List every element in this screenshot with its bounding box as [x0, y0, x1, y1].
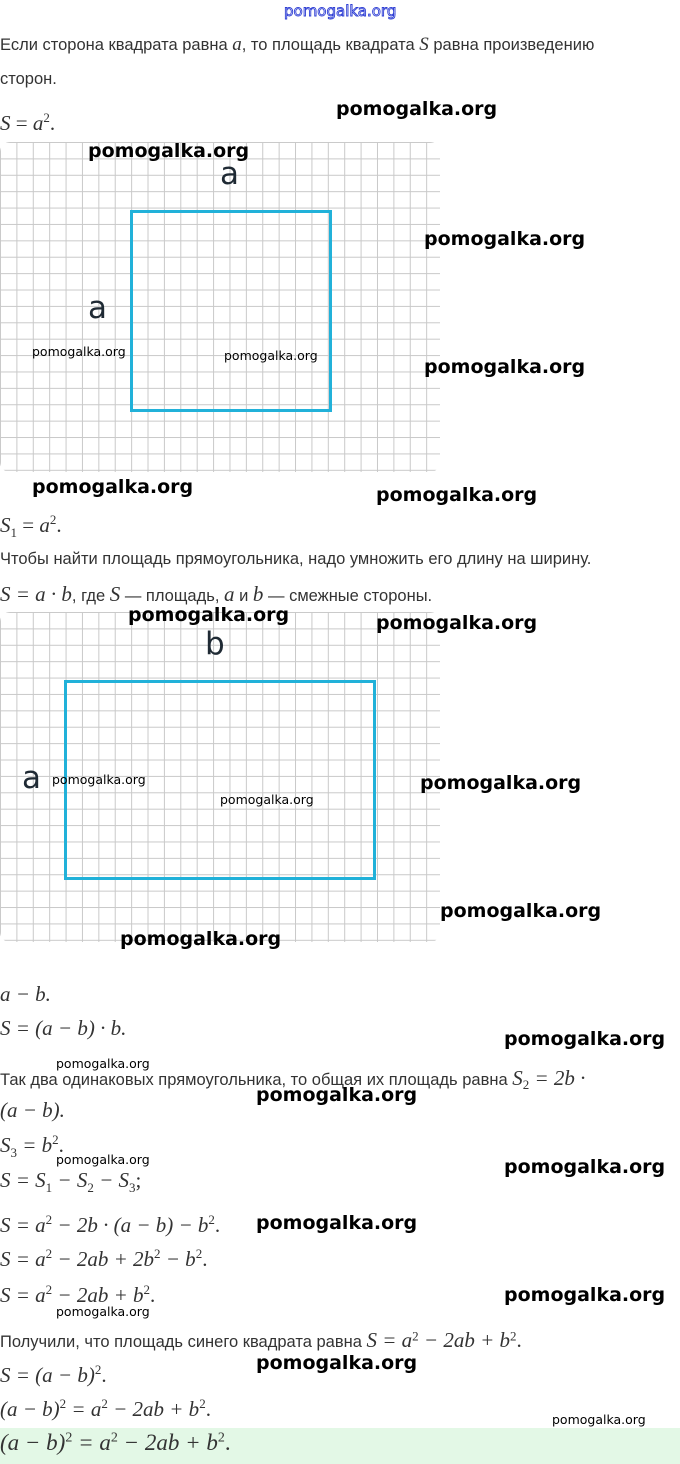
s1-sub: 1 [10, 525, 17, 541]
watermark: pomogalka.org [52, 772, 146, 787]
s-sum-sub2: 2 [87, 1180, 94, 1196]
watermark: pomogalka.org [56, 1304, 150, 1319]
identity-b: = a [66, 1397, 102, 1421]
expand1-end: . [214, 1213, 221, 1237]
s2-sub: 2 [522, 1077, 530, 1093]
result-a: S = a [366, 1328, 413, 1352]
intro-line-1 [0, 34, 594, 56]
expand2-exp1: 2 [45, 1246, 53, 1261]
watermark: pomogalka.org [420, 772, 582, 794]
rectangle-top-label: b [205, 626, 225, 662]
watermark: pomogalka.org [120, 928, 282, 950]
watermark: pomogalka.org [552, 1412, 646, 1427]
watermark: pomogalka.org [256, 1084, 418, 1106]
rect-and: и [234, 587, 253, 605]
s2-lhs: S [512, 1066, 523, 1090]
expand3-end: . [150, 1283, 156, 1307]
s1-end: . [56, 513, 62, 537]
final-exp2: 2 [110, 1430, 118, 1446]
two-rect-text: Так два одинаковых прямоугольника, то общая их площадь равна [0, 1071, 513, 1089]
result-text: Получили, что площадь синего квадрата равна [0, 1333, 367, 1351]
watermark: pomogalka.org [440, 900, 602, 922]
rect-expr: S = a · b [0, 582, 72, 606]
s3-sub: 3 [10, 1145, 17, 1161]
formula-end: . [49, 111, 56, 135]
final-end: . [224, 1430, 231, 1455]
final-identity [0, 1430, 231, 1456]
formula-s1 [0, 512, 62, 541]
intro-middle: , то площадь квадрата [241, 36, 420, 54]
s-sum-sub1: 1 [45, 1180, 53, 1196]
rect-where: , где [71, 587, 110, 605]
expand2-b: − 2ab + 2b [52, 1247, 155, 1271]
rectangle-rule: Чтобы найти площадь прямоугольника, надо умножить его длину на ширину. [0, 550, 592, 568]
square-top-label: a [220, 156, 239, 192]
watermark: pomogalka.org [504, 1156, 666, 1178]
identity-a: (a − b) [0, 1397, 60, 1421]
expand2-exp3: 2 [195, 1246, 203, 1261]
watermark: pomogalka.org [504, 1028, 666, 1050]
s3-lhs: S [0, 1133, 11, 1157]
s3-eq: = b [17, 1133, 53, 1157]
watermark: pomogalka.org [376, 612, 538, 634]
rect-s: S [109, 582, 121, 606]
square-a: S = (a − b) [0, 1363, 95, 1387]
watermark: pomogalka.org [220, 792, 314, 807]
square-left-label: a [88, 290, 107, 326]
result-b: − 2ab + b [418, 1328, 510, 1352]
expand1-a: S = a [0, 1213, 46, 1237]
watermark: pomogalka.org [32, 344, 126, 359]
watermark: pomogalka.org [56, 1056, 150, 1071]
intro-line-2: сторон. [0, 70, 57, 88]
watermark: pomogalka.org [424, 356, 586, 378]
expand3-b: − 2ab + b [52, 1283, 144, 1307]
watermark: pomogalka.org [56, 1152, 150, 1167]
var-s: S [419, 34, 429, 55]
expand2-a: S = a [0, 1247, 46, 1271]
identity-exp3: 2 [199, 1396, 206, 1411]
s2-cont: (a − b). [0, 1098, 65, 1122]
watermark: pomogalka.org [336, 98, 498, 120]
watermark: pomogalka.org [88, 140, 250, 162]
s-sum-b: − S [52, 1168, 88, 1192]
identity-exp1: 2 [59, 1396, 67, 1411]
expand2-exp2: 2 [154, 1246, 161, 1261]
formula-eq: = [10, 111, 33, 135]
s1-base: a [39, 513, 50, 537]
expand3-a: S = a [0, 1283, 46, 1307]
formula-exp: 2 [43, 110, 50, 125]
rect-dash2: — смежные стороны. [263, 587, 433, 605]
watermark: pomogalka.org [256, 1212, 418, 1234]
watermark: pomogalka.org [256, 1352, 418, 1374]
line-expand-1 [0, 1212, 220, 1238]
expand1-b: − 2b · (a − b) − b [52, 1213, 209, 1237]
line-result [0, 1328, 522, 1353]
line-square-form [0, 1362, 107, 1388]
result-exp1: 2 [412, 1328, 419, 1344]
final-b: = a [72, 1430, 111, 1455]
intro-suffix: равна произведению [428, 36, 595, 54]
rectangle-left-label: a [22, 760, 41, 796]
line-s-sum [0, 1168, 141, 1196]
expand3-exp2: 2 [143, 1282, 151, 1297]
s3-exp: 2 [52, 1132, 59, 1147]
final-exp3: 2 [217, 1430, 225, 1446]
result-exp2: 2 [510, 1328, 517, 1344]
watermark: pomogalka.org [504, 1284, 666, 1306]
expand2-end: . [202, 1247, 208, 1271]
watermark: pomogalka.org [32, 476, 194, 498]
formula-square-area [0, 110, 55, 136]
square-end: . [101, 1363, 107, 1387]
line-expand-2 [0, 1246, 207, 1272]
final-exp1: 2 [65, 1430, 73, 1446]
line-s3 [0, 1132, 64, 1161]
s1-lhs: S [0, 513, 11, 537]
line-identity [0, 1396, 211, 1422]
watermark: pomogalka.org [424, 228, 586, 250]
watermark: pomogalka.org [376, 484, 538, 506]
s-sum-a: S = S [0, 1168, 46, 1192]
s1-eq: = [17, 513, 40, 537]
s-sum-sub3: 3 [129, 1180, 136, 1196]
intro-prefix: Если сторона квадрата равна [0, 36, 233, 54]
watermark: pomogalka.org [224, 348, 318, 363]
var-a: a [232, 34, 242, 55]
formula-lhs: S [0, 111, 11, 135]
line-a-minus-b [0, 982, 51, 1007]
identity-c: − 2ab + b [107, 1397, 200, 1421]
s-formula: S = (a − b) · b. [0, 1016, 127, 1040]
s-sum-c: − S [93, 1168, 130, 1192]
watermark: pomogalka.org [128, 604, 290, 626]
a-minus-b: a − b. [0, 982, 51, 1006]
expand2-c: − b [160, 1247, 196, 1271]
blue-square [130, 210, 332, 412]
s2-rhs: = 2b · [529, 1066, 586, 1090]
s1-exp: 2 [49, 512, 57, 527]
s3-end: . [58, 1133, 64, 1157]
identity-end: . [205, 1397, 211, 1421]
rect-b: b [252, 582, 264, 606]
rect-dash1: — площадь, [120, 587, 225, 605]
line-s2-continuation [0, 1098, 65, 1123]
header-watermark: pomogalka.org [284, 2, 397, 20]
final-c: − 2ab + b [117, 1430, 218, 1455]
identity-exp2: 2 [101, 1396, 108, 1411]
final-a: (a − b) [0, 1430, 66, 1455]
s-sum-end: ; [135, 1168, 142, 1192]
expand1-exp2: 2 [208, 1212, 215, 1227]
rect-a: a [224, 582, 235, 606]
expand1-exp1: 2 [45, 1212, 53, 1227]
square-exp: 2 [94, 1362, 102, 1377]
expand3-exp1: 2 [45, 1282, 53, 1297]
line-s-formula [0, 1016, 126, 1041]
result-end: . [516, 1328, 522, 1352]
formula-base: a [32, 111, 44, 135]
